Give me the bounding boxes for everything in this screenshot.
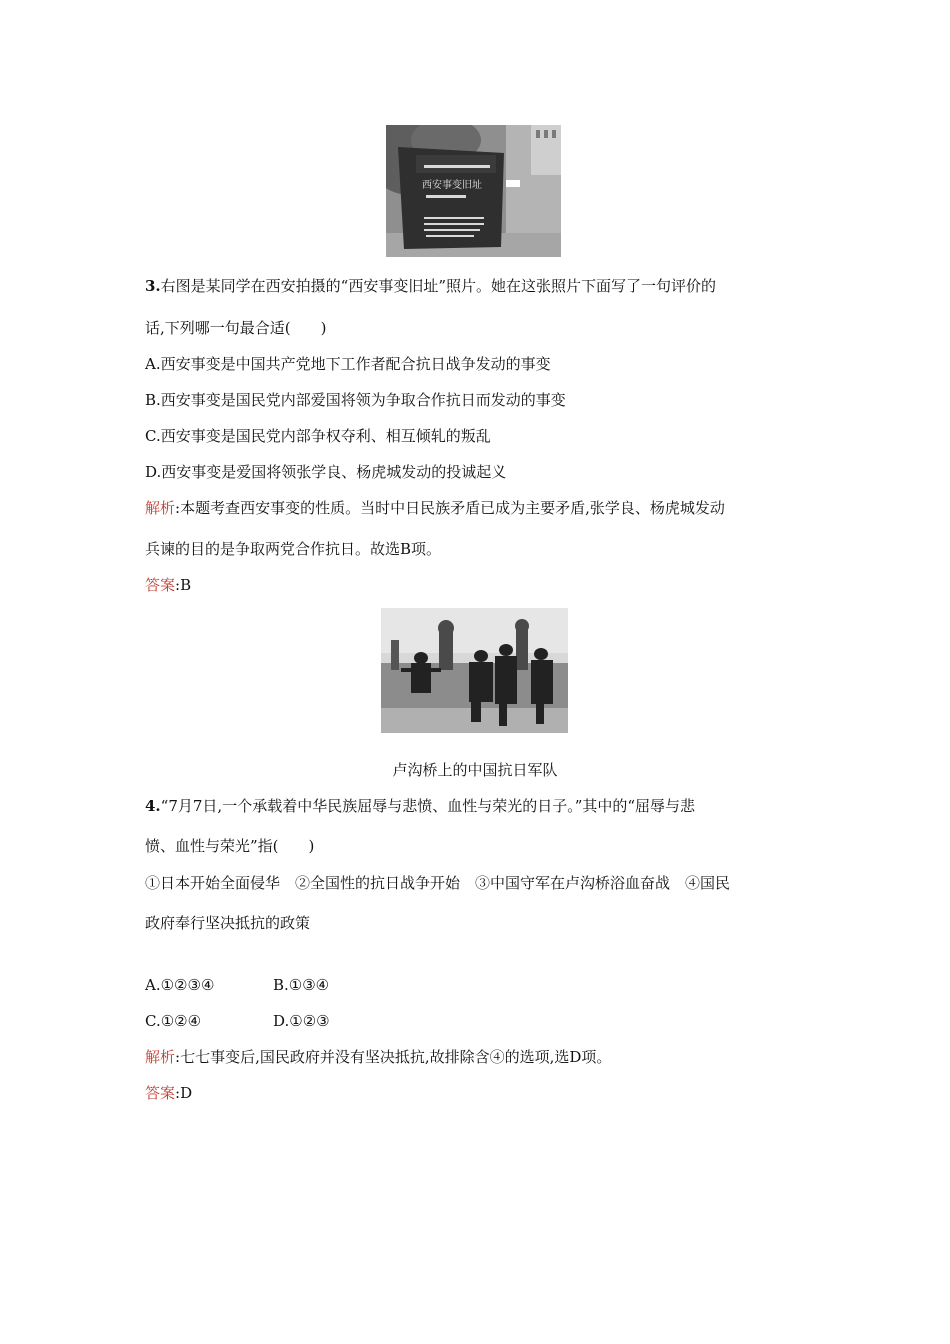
q4-option-c: C.①②④: [145, 1012, 202, 1030]
q4-option-b: B.①③④: [273, 976, 330, 994]
q3-answer: [145, 575, 191, 595]
q3-number: 3.: [145, 277, 161, 295]
q4-analysis-label: 解析: [145, 1048, 176, 1066]
q3-option-b: B.西安事变是国民党内部爱国将领为争取合作抗日而发动的事变: [145, 391, 566, 409]
xian-sign-text: 西安事变旧址: [422, 180, 482, 191]
q3-option-d: D.西安事变是爱国将领张学良、杨虎城发动的投诚起义: [145, 463, 507, 481]
q4-option-a: A.①②③④: [145, 976, 215, 994]
q4-stem-line1: [145, 796, 695, 816]
q4-analysis-text: :七七事变后,国民政府并没有坚决抵抗,故排除含④的选项,选D项。: [175, 1048, 612, 1066]
q3-answer-text: :B: [175, 576, 192, 594]
q3-analysis-text1: :本题考查西安事变的性质。当时中日民族矛盾已成为主要矛盾,张学良、杨虎城发动: [175, 499, 725, 517]
q4-stem-line2: 愤、血性与荣光”指( ): [145, 837, 315, 855]
q4-stem-text1: “7月7日,一个承载着中华民族屈辱与悲愤、血性与荣光的日子。”其中的“屈辱与悲: [160, 797, 696, 815]
q3-analysis-line1: [145, 498, 725, 518]
q3-option-c: C.西安事变是国民党内部争权夺利、相互倾轧的叛乱: [145, 427, 491, 445]
q3-stem-text1: 右图是某同学在西安拍摄的“西安事变旧址”照片。她在这张照片下面写了一句评价的: [160, 277, 717, 295]
q3-option-a: A.西安事变是中国共产党地下工作者配合抗日战争发动的事变: [145, 355, 551, 373]
q4-answer: [145, 1083, 192, 1103]
q4-number: 4.: [145, 797, 161, 815]
xian-photo-drawing: [386, 125, 561, 257]
q4-options-row1: [145, 975, 329, 995]
q3-answer-label: 答案: [145, 576, 176, 594]
lugou-photo-caption: 卢沟桥上的中国抗日军队: [392, 761, 558, 779]
q4-options-row2: [145, 1011, 330, 1031]
q4-analysis: [145, 1047, 611, 1067]
q4-option-d: D.①②③: [273, 1012, 330, 1030]
q3-analysis-line2: 兵谏的目的是争取两党合作抗日。故选B项。: [145, 540, 442, 558]
lugou-bridge-photo: [381, 608, 568, 733]
q3-stem-line2: 话,下列哪一句最合适( ): [145, 319, 327, 337]
q4-items-line1: ①日本开始全面侵华 ②全国性的抗日战争开始 ③中国守军在卢沟桥浴血奋战 ④国民: [145, 874, 731, 892]
q4-answer-text: :D: [175, 1084, 193, 1102]
q3-stem-line1: [145, 276, 716, 296]
q4-items-line2: 政府奉行坚决抵抗的政策: [145, 914, 311, 932]
lugou-photo-drawing: [381, 608, 568, 733]
q3-analysis-label: 解析: [145, 499, 176, 517]
xian-incident-site-photo: [386, 125, 561, 257]
q4-answer-label: 答案: [145, 1084, 176, 1102]
